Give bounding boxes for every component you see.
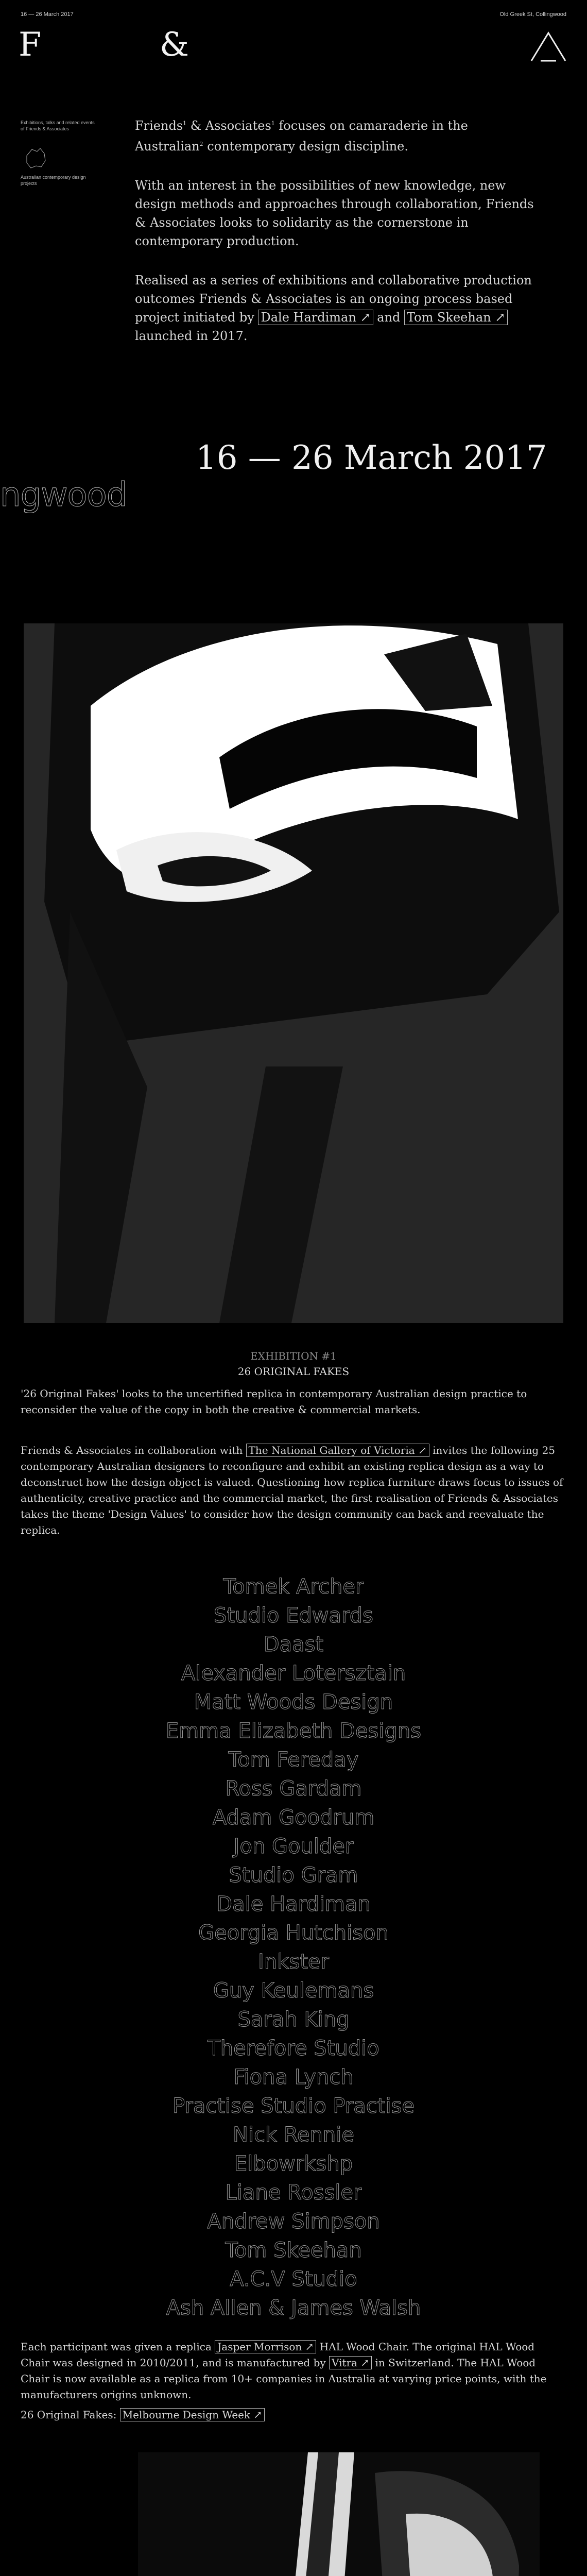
participants-list: [0, 1572, 587, 2323]
participant: A.C.V Studio: [230, 2267, 357, 2291]
participant: Liane Rossler: [225, 2181, 362, 2205]
participant: Emma Elizabeth Designs: [165, 1719, 422, 1743]
participant: Adam Goodrum: [212, 1806, 375, 1829]
dale-hardiman-link[interactable]: Dale Hardiman ↗: [258, 310, 373, 325]
participant: Jon Goulder: [233, 1835, 354, 1858]
participant: Therefore Studio: [208, 2037, 379, 2060]
participant: Sarah King: [237, 2008, 350, 2031]
second-chair-image: [138, 2452, 540, 2576]
triangle-logo-icon[interactable]: [530, 31, 566, 62]
participant: Inkster: [258, 1950, 329, 1974]
participant: Practise Studio Practise: [172, 2094, 415, 2118]
chair-description: Each participant was given a replica Jasper Morrison ↗ HAL Wood Chair. The original HAL Wood Chair was designed in 2010/2011, and is manufactured by Vitra ↗ in Switzerland. The HAL Wood Chair is now available as a replica from 10+ companies in Australia at varying price points, with the manufacturers origins unknown.: [21, 2341, 547, 2401]
intro-text: [135, 114, 537, 366]
melbourne-design-week-link[interactable]: Melbourne Design Week ↗: [120, 2408, 265, 2421]
logo-f[interactable]: F: [19, 26, 41, 64]
participant: Dale Hardiman: [216, 1892, 371, 1916]
australia-map-icon: [23, 145, 48, 171]
intro-paragraph-1: Friends$^1$ & Associates$^1$ focuses on camaraderie in the Australian$^2$ contemporary design discipline.: [135, 118, 468, 154]
header-location: Old Greek St, Collingwood: [499, 11, 566, 18]
participant: Ash Allen & James Walsh: [166, 2296, 421, 2320]
location-outline-text: ngwood: [0, 476, 127, 514]
vitra-link[interactable]: Vitra ↗: [329, 2356, 372, 2369]
exhibition-title: 26 ORIGINAL FAKES: [237, 1365, 350, 1378]
participant: Fiona Lynch: [233, 2065, 354, 2089]
event-date: 16 — 26 March 2017: [196, 439, 547, 477]
participant: Matt Woods Design: [194, 1690, 393, 1714]
participant: Elbowrkshp: [234, 2152, 353, 2176]
intro-paragraph-2: With an interest in the possibilities of new knowledge, new design methods and approaches through collaboration, Friends & Associates looks to solidarity as the cornerstone in contemporary production.: [135, 178, 534, 248]
sidebar-note-1: Exhibitions, talks and related events of Friends & Associates: [21, 120, 95, 131]
participant: Georgia Hutchison: [198, 1921, 389, 1945]
ngv-link[interactable]: The National Gallery of Victoria ↗: [246, 1444, 429, 1457]
participant: Nick Rennie: [233, 2123, 354, 2147]
participant: Studio Gram: [229, 1863, 358, 1887]
participant: Tomek Archer: [223, 1575, 364, 1599]
logo-amp[interactable]: &: [160, 26, 188, 64]
participant: Tom Fereday: [228, 1748, 359, 1772]
participant: Tom Skeehan: [225, 2239, 362, 2262]
exhibition-label: EXHIBITION #1: [250, 1350, 337, 1362]
tom-skeehan-link[interactable]: Tom Skeehan ↗: [404, 310, 508, 325]
participant: Andrew Simpson: [207, 2210, 380, 2233]
participant: Studio Edwards: [214, 1604, 373, 1628]
exhibition-description: Friends & Associates in collaboration with The National Gallery of Victoria ↗ invites the following 25 contemporary Australian designers to reconfigure and exhibit an existing replica design as a way to deconstruct how the design object is valued. Questioning how replica furniture draws focus to issues of authenticity, creative practice and the commercial market, the first realisation of Friends & Associates takes the theme 'Design Values' to consider how the design community can back and reevaluate the replica.: [21, 1444, 563, 1536]
hero-chair-image: [24, 623, 563, 1323]
participant: Alexander Lotersztain: [181, 1662, 406, 1685]
participant: Daast: [263, 1633, 324, 1656]
sidebar-note-2: Australian contemporary design projects: [21, 175, 86, 186]
participant: Guy Keulemans: [213, 1979, 374, 2003]
jasper-morrison-link[interactable]: Jasper Morrison ↗: [215, 2340, 316, 2353]
intro-paragraph-3: Realised as a series of exhibitions and collaborative production outcomes Friends & Associates is an ongoing process based project initiated by Dale Hardiman ↗ and Tom Skeehan ↗ launched in 2017.: [135, 273, 532, 343]
mdw-line: 26 Original Fakes: Melbourne Design Week ↗: [21, 2407, 265, 2423]
participant: Ross Gardam: [225, 1777, 362, 1801]
exhibition-intro: '26 Original Fakes' looks to the uncertified replica in contemporary Australian design practice to reconsider the value of the copy in both the creative & commercial markets.: [21, 1387, 527, 1416]
header-date: 16 — 26 March 2017: [21, 11, 74, 18]
